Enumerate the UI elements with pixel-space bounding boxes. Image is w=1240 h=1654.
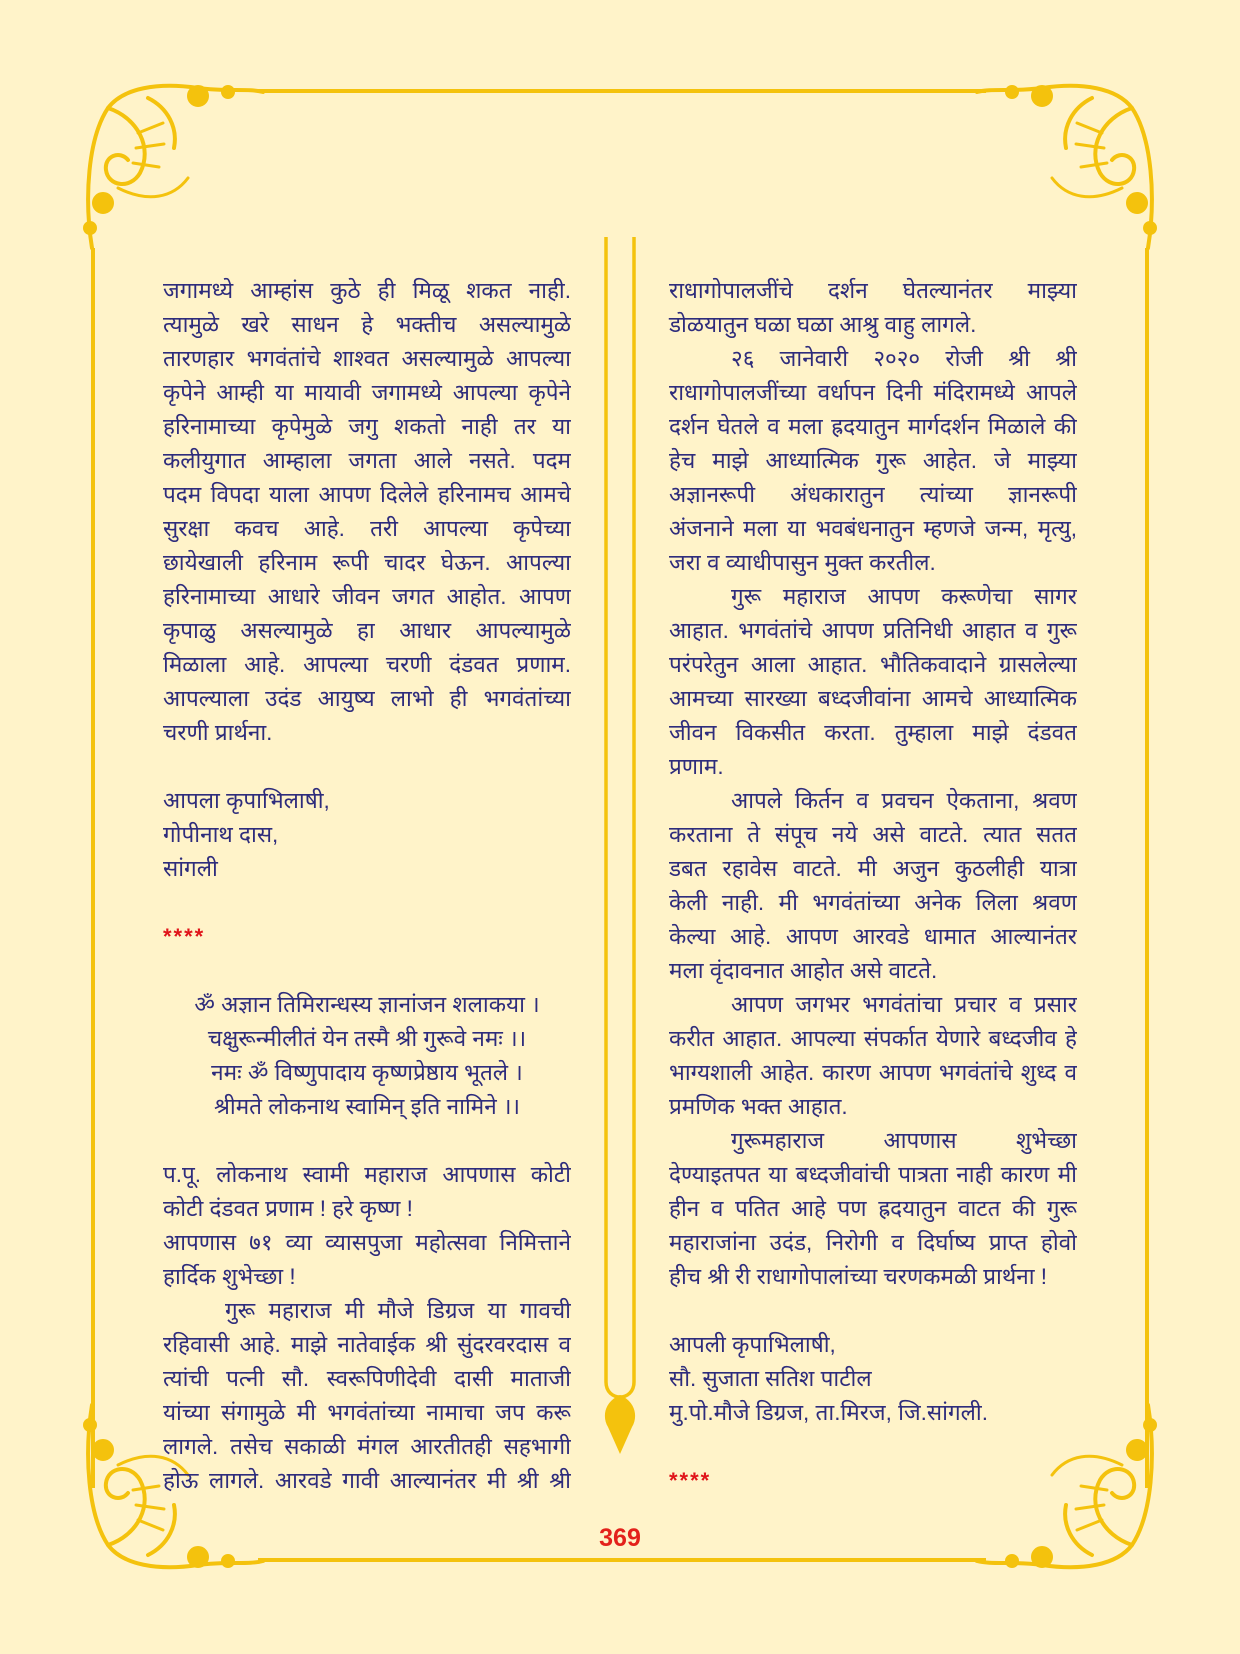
paragraph-line: हीच श्री री राधागोपालांच्या चरणकमळी प्रार्थना ! — [669, 1264, 1048, 1289]
verse-line: नमः ॐ विष्णुपादाय कृष्णप्रेष्ठाय भूतले । — [211, 1060, 523, 1085]
page-number: 369 — [599, 1524, 641, 1552]
paragraph-line: जरा व व्याधीपासुन मुक्त करतील. — [669, 550, 936, 575]
signature-line: गोपीनाथ दास, — [163, 822, 279, 847]
paragraph-block — [669, 580, 1077, 784]
paragraph-line: तारणहार भगवंतांचे शाश्वत असल्यामुळे आपल्या — [163, 346, 571, 371]
paragraph-line: महाराजांना उदंड, निरोगी व दिर्घाष्य प्राप्त होवो — [669, 1230, 1077, 1255]
paragraph-block — [669, 784, 1077, 988]
paragraph-block — [163, 1226, 571, 1294]
signature-line: सांगली — [163, 856, 218, 881]
paragraph-line: २६ जानेवारी २०२० रोजी श्री श्री — [731, 346, 1077, 371]
paragraph-line: मिळाला आहे. आपल्या चरणी दंडवत प्रणाम. — [163, 652, 571, 677]
signature-line: आपली कृपाभिलाषी, — [669, 1332, 836, 1357]
paragraph-line: त्यांची पत्नी सौ. स्वरूपिणीदेवी दासी माताजी — [163, 1366, 571, 1391]
paragraph-line: राधागोपालजींचे दर्शन घेतल्यानंतर माझ्या — [669, 278, 1077, 303]
paragraph-line: गुरू महाराज मी मौजे डिग्रज या गावची — [225, 1298, 571, 1323]
paragraph-line: प्रमणिक भक्त आहात. — [669, 1094, 848, 1119]
frame-bottom-line — [258, 1558, 986, 1562]
paragraph-line: कलीयुगात आम्हाला जगता आले नसते. पदम — [163, 448, 571, 473]
verse-line: श्रीमते लोकनाथ स्वामिन् इति नामिने ।। — [213, 1094, 521, 1119]
separator-block — [163, 920, 571, 954]
paragraph-block — [669, 988, 1077, 1124]
paragraph-line: प.पू. लोकनाथ स्वामी महाराज आपणास कोटी — [163, 1162, 571, 1187]
paragraph-line: आपल्याला उदंड आयुष्य लाभो ही भगवंतांच्या — [163, 686, 571, 711]
paragraph-line: आपले किर्तन व प्रवचन ऐकताना, श्रवण — [731, 788, 1077, 813]
section-separator-stars: **** — [163, 924, 206, 949]
paragraph-line: छायेखाली हरिनाम रूपी चादर घेऊन. आपल्या — [163, 550, 571, 575]
blank-line — [163, 750, 571, 784]
blank-line — [669, 1294, 1077, 1328]
signature-line: आपला कृपाभिलाषी, — [163, 788, 330, 813]
paragraph-line: प्रणाम. — [669, 754, 724, 779]
paragraph-block — [163, 1158, 571, 1226]
signature-block — [163, 784, 571, 886]
paragraph-block — [163, 274, 571, 750]
paragraph-line: भाग्यशाली आहेत. कारण आपण भगवंतांचे शुध्द व — [669, 1060, 1077, 1085]
paragraph-line: डोळयातुन घळा घळा आश्रु वाहु लागले. — [669, 312, 977, 337]
paragraph-line: परंपरेतुन आला आहात. भौतिकवादाने ग्रासलेल्या — [669, 652, 1077, 677]
paragraph-line: कृपाळु असल्यामुळे हा आधार आपल्यामुळे — [163, 618, 571, 643]
frame-right-line — [1145, 248, 1149, 1488]
column-divider-ornament — [596, 232, 644, 1462]
blank-line — [163, 886, 571, 920]
separator-block — [669, 1464, 1077, 1498]
paragraph-line: हरिनामाच्या कृपेमुळे जगु शकतो नाही तर या — [163, 414, 571, 439]
paragraph-line: केल्या आहे. आपण आरवडे धामात आल्यानंतर — [669, 924, 1077, 949]
paragraph-line: यांच्या संगामुळे मी भगवंतांच्या नामाचा जप करू — [163, 1400, 571, 1425]
paragraph-line: केली नाही. मी भगवंतांच्या अनेक लिला श्रवण — [669, 890, 1077, 915]
paragraph-line: देण्याइतपत या बध्दजीवांची पात्रता नाही कारण मी — [669, 1162, 1077, 1187]
paragraph-line: दर्शन घेतले व मला ह्रदयातुन मार्गदर्शन मिळाले की — [669, 414, 1077, 439]
paragraph-line: गुरूमहाराज आपणास शुभेच्छा — [731, 1128, 1077, 1153]
paragraph-line: लागले. तसेच सकाळी मंगल आरतीतही सहभागी — [163, 1434, 571, 1459]
paragraph-block — [669, 342, 1077, 580]
blank-line — [163, 1124, 571, 1158]
paragraph-line: मला वृंदावनात आहोत असे वाटते. — [669, 958, 938, 983]
corner-ornament-top-right — [972, 78, 1162, 253]
section-separator-stars: **** — [669, 1468, 712, 1493]
paragraph-line: कोटी दंडवत प्रणाम ! हरे कृष्ण ! — [163, 1196, 413, 1221]
paragraph-line: अंजनाने मला या भवबंधनातुन म्हणजे जन्म, मृत्यु, — [669, 516, 1077, 541]
paragraph-line: हीन व पतित आहे पण ह्रदयातुन वाटत की गुरू — [669, 1196, 1077, 1221]
corner-ornament-top-left — [78, 78, 268, 253]
paragraph-line: करीत आहात. आपल्या संपर्कात येणारे बध्दजीव हे — [669, 1026, 1077, 1051]
paragraph-line: राधागोपालजींच्या वर्धापन दिनी मंदिरामध्ये आपले — [669, 380, 1077, 405]
paragraph-line: सुरक्षा कवच आहे. तरी आपल्या कृपेच्या — [163, 516, 571, 541]
right-column — [669, 274, 1077, 1498]
paragraph-line: आहात. भगवंतांचे आपण प्रतिनिधी आहात व गुरू — [669, 618, 1077, 643]
paragraph-line: करताना ते संपूच नये असे वाटते. त्यात सतत — [669, 822, 1077, 847]
frame-left-line — [91, 248, 95, 1488]
paragraph-line: आमच्या सारख्या बध्दजीवांना आमचे आध्यात्मिक — [669, 686, 1077, 711]
left-column — [163, 274, 571, 1498]
paragraph-line: अज्ञानरूपी अंधकारातुन त्यांच्या ज्ञानरूपी — [669, 482, 1077, 507]
paragraph-line: गुरू महाराज आपण करूणेचा सागर — [731, 584, 1077, 609]
paragraph-block — [669, 1124, 1077, 1294]
verse-block — [163, 988, 571, 1124]
paragraph-line: आपणास ७१ व्या व्यासपुजा महोत्सवा निमित्ताने — [163, 1230, 571, 1255]
paragraph-line: कृपेने आम्ही या मायावी जगामध्ये आपल्या कृपेने — [163, 380, 571, 405]
paragraph-line: डबत रहावेस वाटते. मी अजुन कुठलीही यात्रा — [669, 856, 1077, 881]
signature-line: सौ. सुजाता सतिश पाटील — [669, 1366, 872, 1391]
paragraph-line: हार्दिक शुभेच्छा ! — [163, 1264, 296, 1289]
paragraph-line: होऊ लागले. आरवडे गावी आल्यानंतर मी श्री श्री — [163, 1468, 571, 1493]
paragraph-line: जीवन विकसीत करता. तुम्हाला माझे दंडवत — [669, 720, 1077, 745]
paragraph-line: त्यामुळे खरे साधन हे भक्तीच असल्यामुळे — [163, 312, 571, 337]
blank-line — [669, 1430, 1077, 1464]
paragraph-line: हेच माझे आध्यात्मिक गुरू आहेत. जे माझ्या — [669, 448, 1077, 473]
paragraph-block — [163, 1294, 571, 1498]
signature-line: मु.पो.मौजे डिग्रज, ता.मिरज, जि.सांगली. — [669, 1400, 988, 1425]
frame-top-line — [258, 89, 986, 93]
signature-block — [669, 1328, 1077, 1430]
paragraph-block — [669, 274, 1077, 342]
paragraph-line: चरणी प्रार्थना. — [163, 720, 273, 745]
paragraph-line: रहिवासी आहे. माझे नातेवाईक श्री सुंदरवरदास व — [163, 1332, 571, 1357]
verse-line: ॐ अज्ञान तिमिरान्धस्य ज्ञानांजन शलाकया । — [194, 992, 540, 1017]
paragraph-line: जगामध्ये आम्हांस कुठे ही मिळू शकत नाही. — [163, 278, 571, 303]
blank-line — [163, 954, 571, 988]
verse-line: चक्षुरून्मीलीतं येन तस्मै श्री गुरूवे नमः ।। — [207, 1026, 527, 1051]
paragraph-line: हरिनामाच्या आधारे जीवन जगत आहोत. आपण — [163, 584, 571, 609]
paragraph-line: आपण जगभर भगवंतांचा प्रचार व प्रसार — [731, 992, 1077, 1017]
paragraph-line: पदम विपदा याला आपण दिलेले हरिनामच आमचे — [163, 482, 571, 507]
